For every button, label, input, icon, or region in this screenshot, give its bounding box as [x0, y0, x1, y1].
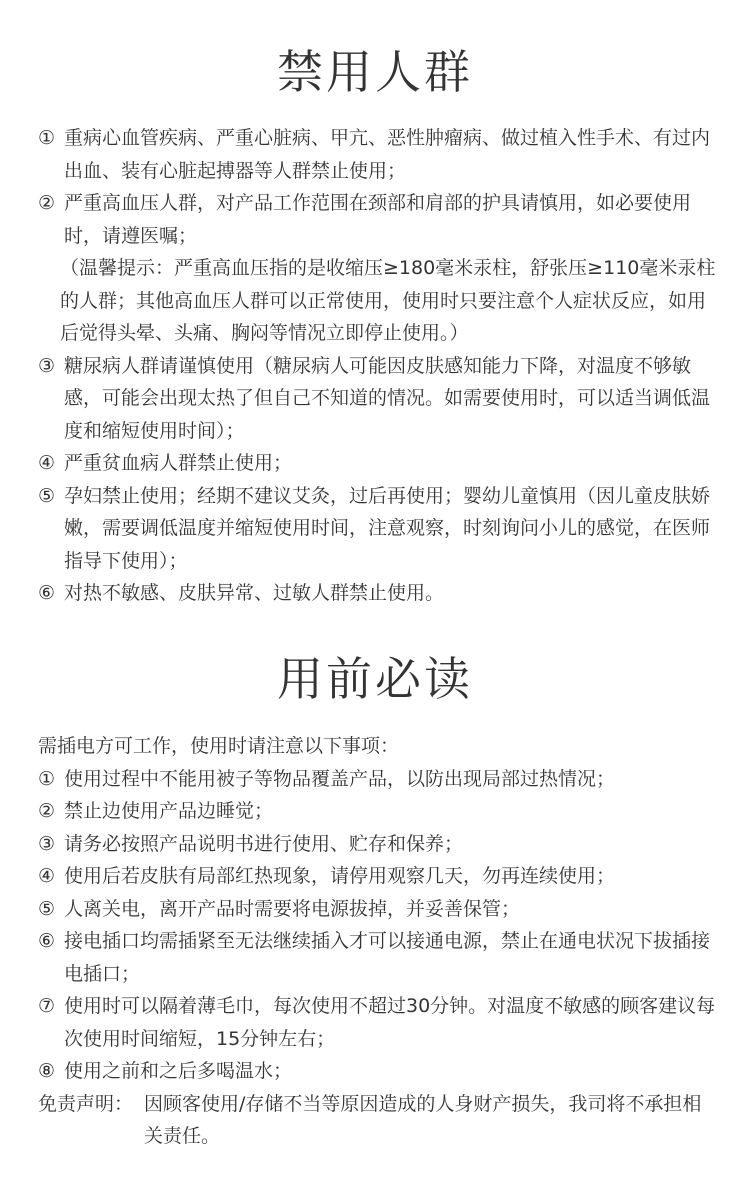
read-before-use-list	[38, 730, 718, 1153]
read-item-3	[38, 828, 718, 861]
read-item-7	[38, 990, 718, 1055]
item-text: 接电插口均需插紧至无法继续插入才可以接通电源，禁止在通电状况下拔插接电插口；	[64, 930, 711, 985]
read-item-4	[38, 860, 718, 893]
item-number: ①	[38, 767, 56, 790]
forbidden-item-2	[38, 187, 718, 252]
disclaimer	[38, 1088, 718, 1153]
read-before-use-title: 用前必读	[277, 652, 473, 706]
item-text: 请务必按照产品说明书进行使用、贮存和保养；	[64, 832, 464, 855]
read-item-6	[38, 925, 718, 990]
item-text: 严重高血压人群，对产品工作范围在颈部和肩部的护具请慎用，如必要使用时，请遵医嘱；	[64, 192, 692, 247]
item-text: 严重贫血病人群禁止使用；	[64, 452, 293, 474]
forbidden-item-5	[38, 480, 718, 578]
item-number: ⑦	[38, 995, 56, 1017]
read-item-5	[38, 893, 718, 926]
item-number: ⑧	[38, 1060, 56, 1082]
item-text: 孕妇禁止使用；经期不建议艾灸，过后再使用；婴幼儿童慎用（因儿童皮肤娇嫩，需要调低温度并缩短使用时间，注意观察，时刻询问小儿的感觉，在医师指导下使用）；	[64, 484, 711, 572]
forbidden-item-1	[38, 122, 718, 187]
item-text: 糖尿病人群请谨慎使用（糖尿病人可能因皮肤感知能力下降，对温度不够敏感，可能会出现太热了但自己不知道的情况。如需要使用时，可以适当调低温度和缩短使用时间）；	[64, 354, 711, 442]
item-text: 重病心血管疾病、严重心脏病、甲亢、恶性肿瘤病、做过植入性手术、有过内出血、装有心脏起搏器等人群禁止使用；	[64, 127, 711, 182]
forbidden-section-title: 禁用人群	[277, 45, 473, 99]
item-number: ①	[38, 127, 56, 149]
item-number: ②	[38, 192, 56, 214]
read-item-2	[38, 795, 718, 828]
item-number: ⑤	[38, 484, 56, 507]
item-number: ⑤	[38, 897, 56, 920]
item-number: ⑥	[38, 582, 56, 604]
read-item-1	[38, 763, 718, 796]
item-text: 使用过程中不能用被子等物品覆盖产品，以防出现局部过热情况；	[64, 767, 616, 790]
item-text: 使用时可以隔着薄毛巾，每次使用不超过30分钟。对温度不敏感的顾客建议每次使用时间缩短，15分钟左右；	[64, 995, 716, 1050]
item-text: 禁止边使用产品边睡觉；	[64, 800, 274, 822]
read-item-8	[38, 1055, 718, 1088]
forbidden-item-6	[38, 577, 718, 610]
item-number: ④	[38, 452, 56, 474]
forbidden-list	[38, 122, 718, 610]
forbidden-item-3	[38, 350, 718, 448]
hypertension-note: （温馨提示：严重高血压指的是收缩压≥180毫米汞柱，舒张压≥110毫米汞柱的人群；其他高血压人群可以正常使用，使用时只要注意个人症状反应，如用后觉得头晕、头痛、胸闷等情况立即停止使用。）	[60, 257, 716, 344]
forbidden-item-4	[38, 447, 718, 480]
disclaimer-text: 因顾客使用/存储不当等原因造成的人身财产损失，我司将不承担相关责任。	[144, 1092, 702, 1147]
item-text: 对热不敏感、皮肤异常、过敏人群禁止使用。	[64, 582, 445, 604]
disclaimer-label: 免责声明：	[38, 1092, 134, 1115]
read-intro: 需插电方可工作，使用时请注意以下事项：	[38, 735, 400, 757]
item-number: ②	[38, 800, 56, 822]
item-text: 使用之前和之后多喝温水；	[64, 1060, 293, 1082]
item-number: ③	[38, 354, 56, 377]
item-text: 使用后若皮肤有局部红热现象，请停用观察几天，勿再连续使用；	[64, 865, 616, 887]
item-text: 人离关电，离开产品时需要将电源拔掉，并妥善保管；	[64, 897, 521, 920]
item-number: ⑥	[38, 930, 56, 952]
item-number: ④	[38, 865, 56, 887]
item-number: ③	[38, 832, 56, 855]
